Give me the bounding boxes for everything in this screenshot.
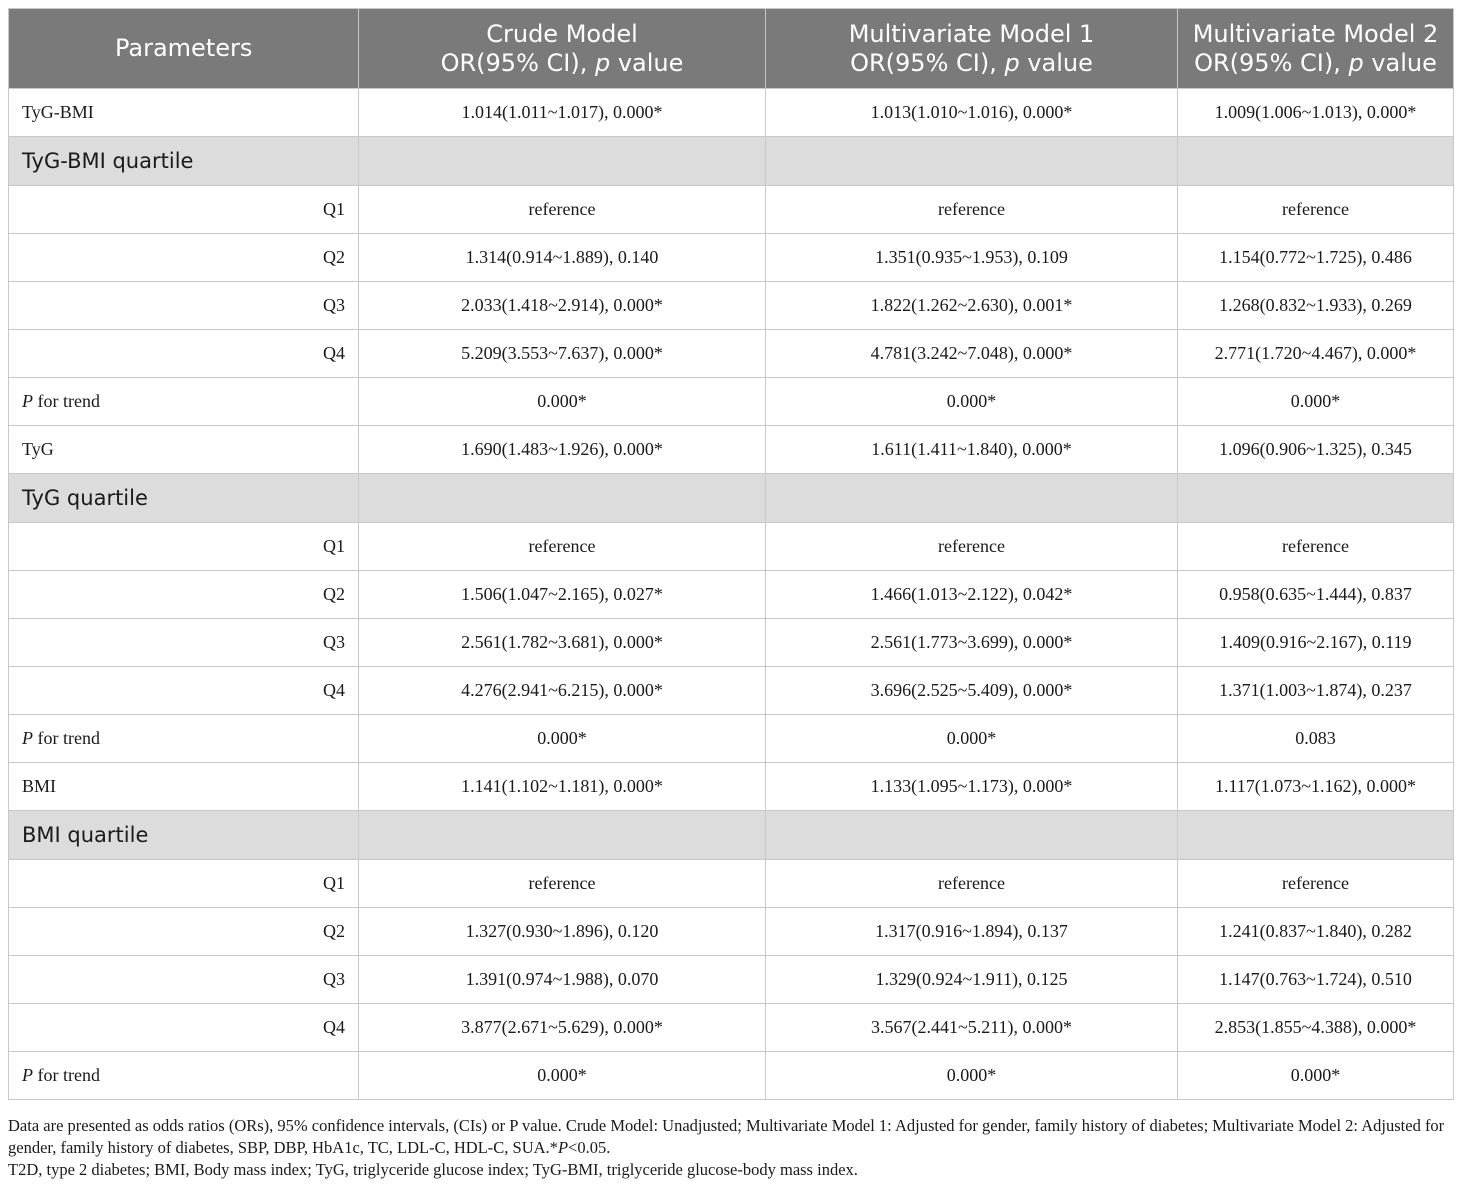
or-value-cell: 2.561(1.782~3.681), 0.000* — [359, 619, 766, 667]
or-value-cell: 2.561(1.773~3.699), 0.000* — [766, 619, 1178, 667]
header-model-name: Multivariate Model 2 — [1192, 19, 1439, 48]
table-row — [9, 571, 1454, 619]
or-value-cell: 0.000* — [766, 715, 1178, 763]
table-row — [9, 1052, 1454, 1100]
table-row — [9, 186, 1454, 234]
or-value-cell: 1.117(1.073~1.162), 0.000* — [1178, 763, 1454, 811]
section-empty-cell — [359, 474, 766, 523]
section-row — [9, 137, 1454, 186]
table-row — [9, 908, 1454, 956]
or-value-cell: 1.506(1.047~2.165), 0.027* — [359, 571, 766, 619]
or-value-cell: 2.771(1.720~4.467), 0.000* — [1178, 330, 1454, 378]
or-value-cell: reference — [359, 523, 766, 571]
table-row — [9, 860, 1454, 908]
table-row — [9, 523, 1454, 571]
section-empty-cell — [766, 474, 1178, 523]
p-for-trend-label: P for trend — [9, 378, 359, 426]
or-value-cell: reference — [359, 860, 766, 908]
or-value-cell: 4.276(2.941~6.215), 0.000* — [359, 667, 766, 715]
or-value-cell: reference — [1178, 860, 1454, 908]
or-value-cell: 1.466(1.013~2.122), 0.042* — [766, 571, 1178, 619]
header-crude-model: Crude Model OR(95% CI), p value — [359, 9, 766, 89]
or-value-cell: 1.147(0.763~1.724), 0.510 — [1178, 956, 1454, 1004]
table-row — [9, 715, 1454, 763]
quartile-label: Q4 — [9, 330, 359, 378]
quartile-label: Q4 — [9, 1004, 359, 1052]
or-value-cell: 1.314(0.914~1.889), 0.140 — [359, 234, 766, 282]
table-row — [9, 667, 1454, 715]
results-table-container — [8, 8, 1453, 1100]
table-row — [9, 378, 1454, 426]
quartile-label: Q2 — [9, 908, 359, 956]
table-row — [9, 956, 1454, 1004]
quartile-label: Q4 — [9, 667, 359, 715]
quartile-label: Q1 — [9, 186, 359, 234]
or-value-cell: 4.781(3.242~7.048), 0.000* — [766, 330, 1178, 378]
odds-ratio-table — [8, 8, 1454, 1100]
or-value-cell: 1.371(1.003~1.874), 0.237 — [1178, 667, 1454, 715]
or-value-cell: 1.329(0.924~1.911), 0.125 — [766, 956, 1178, 1004]
or-value-cell: 1.096(0.906~1.325), 0.345 — [1178, 426, 1454, 474]
table-row — [9, 619, 1454, 667]
quartile-label: Q3 — [9, 956, 359, 1004]
header-multivariate-model-1: Multivariate Model 1 OR(95% CI), p value — [766, 9, 1178, 89]
header-model-name: Crude Model — [486, 19, 638, 48]
section-row — [9, 811, 1454, 860]
or-value-cell: 2.033(1.418~2.914), 0.000* — [359, 282, 766, 330]
or-value-cell: 0.000* — [359, 378, 766, 426]
quartile-label: Q2 — [9, 571, 359, 619]
or-value-cell: 3.877(2.671~5.629), 0.000* — [359, 1004, 766, 1052]
or-value-cell: 1.014(1.011~1.017), 0.000* — [359, 89, 766, 137]
or-value-cell: 3.696(2.525~5.409), 0.000* — [766, 667, 1178, 715]
or-value-cell: 1.133(1.095~1.173), 0.000* — [766, 763, 1178, 811]
or-value-cell: 1.013(1.010~1.016), 0.000* — [766, 89, 1178, 137]
section-empty-cell — [766, 137, 1178, 186]
or-value-cell: 0.000* — [359, 715, 766, 763]
or-value-cell: 0.000* — [766, 378, 1178, 426]
header-model-name: Multivariate Model 1 — [848, 19, 1095, 48]
p-for-trend-label: P for trend — [9, 715, 359, 763]
or-value-cell: 1.690(1.483~1.926), 0.000* — [359, 426, 766, 474]
or-value-cell: 1.317(0.916~1.894), 0.137 — [766, 908, 1178, 956]
or-value-cell: 1.009(1.006~1.013), 0.000* — [1178, 89, 1454, 137]
table-row — [9, 282, 1454, 330]
parameter-label: TyG — [9, 426, 359, 474]
table-header — [9, 9, 1454, 89]
quartile-label: Q1 — [9, 523, 359, 571]
header-multivariate-model-2: Multivariate Model 2 OR(95% CI), p value — [1178, 9, 1454, 89]
or-value-cell: 0.000* — [359, 1052, 766, 1100]
section-label: TyG quartile — [9, 474, 359, 523]
section-empty-cell — [766, 811, 1178, 860]
section-empty-cell — [359, 137, 766, 186]
parameter-label: BMI — [9, 763, 359, 811]
section-row — [9, 474, 1454, 523]
or-value-cell: 1.822(1.262~2.630), 0.001* — [766, 282, 1178, 330]
footnote-abbreviations-models: Data are presented as odds ratios (ORs), 95% confidence intervals, (CIs) or P value. Crude Model: Unadjusted; Multivariate Model 1: Adjusted for gender, family history of diabetes; Multivariate Model 2: Adjusted for gender, family history of diabetes, SBP, DBP, HbA1c, TC, LDL-C, HDL-C, SUA.*P<0.05. — [8, 1116, 1445, 1157]
table-row — [9, 426, 1454, 474]
or-value-cell: 1.268(0.832~1.933), 0.269 — [1178, 282, 1454, 330]
table-row — [9, 763, 1454, 811]
quartile-label: Q1 — [9, 860, 359, 908]
or-value-cell: 5.209(3.553~7.637), 0.000* — [359, 330, 766, 378]
or-value-cell: 1.241(0.837~1.840), 0.282 — [1178, 908, 1454, 956]
section-empty-cell — [1178, 474, 1454, 523]
or-value-cell: 1.154(0.772~1.725), 0.486 — [1178, 234, 1454, 282]
or-value-cell: 2.853(1.855~4.388), 0.000* — [1178, 1004, 1454, 1052]
or-value-cell: 0.000* — [1178, 378, 1454, 426]
or-value-cell: 1.391(0.974~1.988), 0.070 — [359, 956, 766, 1004]
footnote-definitions: T2D, type 2 diabetes; BMI, Body mass index; TyG, triglyceride glucose index; TyG-BMI, triglyceride glucose-body mass index. — [8, 1160, 858, 1179]
parameter-label: TyG-BMI — [9, 89, 359, 137]
table-footnote — [8, 1115, 1453, 1181]
or-value-cell: 1.611(1.411~1.840), 0.000* — [766, 426, 1178, 474]
or-value-cell: 3.567(2.441~5.211), 0.000* — [766, 1004, 1178, 1052]
or-value-cell: 1.327(0.930~1.896), 0.120 — [359, 908, 766, 956]
or-value-cell: 1.351(0.935~1.953), 0.109 — [766, 234, 1178, 282]
table-row — [9, 89, 1454, 137]
quartile-label: Q3 — [9, 619, 359, 667]
quartile-label: Q3 — [9, 282, 359, 330]
quartile-label: Q2 — [9, 234, 359, 282]
table-row — [9, 1004, 1454, 1052]
header-parameters: Parameters — [9, 9, 359, 89]
or-value-cell: reference — [359, 186, 766, 234]
or-value-cell: 1.141(1.102~1.181), 0.000* — [359, 763, 766, 811]
or-value-cell: reference — [766, 186, 1178, 234]
or-value-cell: reference — [766, 523, 1178, 571]
section-label: TyG-BMI quartile — [9, 137, 359, 186]
or-value-cell: 1.409(0.916~2.167), 0.119 — [1178, 619, 1454, 667]
or-value-cell: reference — [1178, 523, 1454, 571]
section-empty-cell — [359, 811, 766, 860]
or-value-cell: 0.000* — [766, 1052, 1178, 1100]
table-row — [9, 234, 1454, 282]
table-row — [9, 330, 1454, 378]
section-empty-cell — [1178, 137, 1454, 186]
or-value-cell: reference — [766, 860, 1178, 908]
or-value-cell: 0.083 — [1178, 715, 1454, 763]
p-for-trend-label: P for trend — [9, 1052, 359, 1100]
section-empty-cell — [1178, 811, 1454, 860]
or-value-cell: 0.000* — [1178, 1052, 1454, 1100]
or-value-cell: reference — [1178, 186, 1454, 234]
section-label: BMI quartile — [9, 811, 359, 860]
or-value-cell: 0.958(0.635~1.444), 0.837 — [1178, 571, 1454, 619]
table-body — [9, 89, 1454, 1100]
